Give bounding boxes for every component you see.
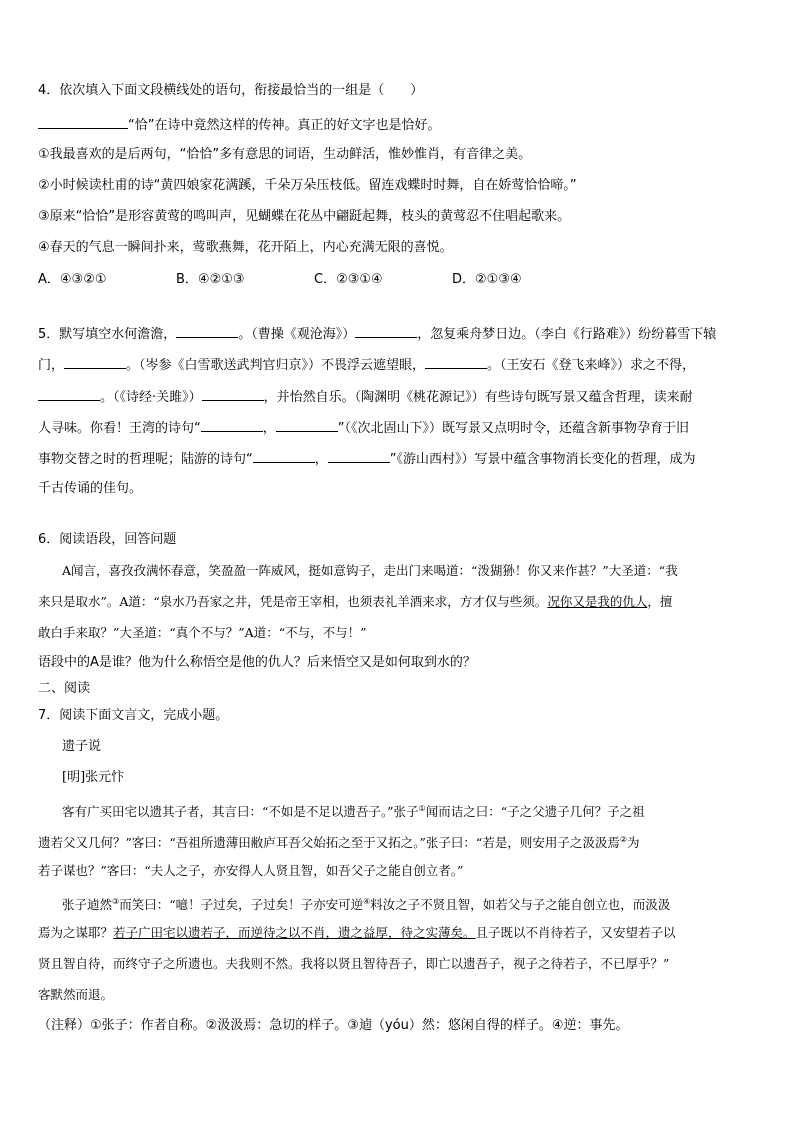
- underlined-sentence: 若子广田宅以遗若子，而逆待之以不肖，遗之益厚，待之实薄矣。: [113, 925, 476, 940]
- q4-stem: 4．依次填入下面文段横线处的语句，衔接最恰当的一组是（ ）: [38, 83, 424, 98]
- q5-line-6: 千古传诵的佳句。: [38, 481, 143, 496]
- option-d[interactable]: D．②①③④: [452, 272, 522, 287]
- answer-blank[interactable]: [201, 419, 263, 432]
- essay-line-1: 客有广买田宅以遗其子者，其言曰：“不如是不足以遗吾子。”张子①闻而诘之曰：“子之父遗子几何？子之祖: [62, 804, 645, 820]
- answer-blank[interactable]: [38, 116, 128, 129]
- q6-question: 语段中的A是谁？他为什么称悟空是他的仇人？后来悟空又是如何取到水的？: [38, 655, 476, 670]
- essay-line-3: 若子谋也？”客曰：“夫人之子，亦安得人人贤且智，如吾父子之能自创立者。”: [38, 863, 464, 878]
- section-heading: 二、阅读: [38, 681, 91, 696]
- answer-blank[interactable]: [202, 388, 264, 401]
- essay-line-2: 遗若父又几何？”客曰：“吾祖所遗薄田敝庐耳吾父始拓之至于又拓之。”张子曰：“若是，则安用子之汲汲焉②为: [38, 835, 640, 851]
- q4-sentence-4: ④春天的气息一瞬间扑来，莺歌燕舞，花开陌上，内心充满无限的喜悦。: [38, 240, 453, 255]
- answer-blank[interactable]: [64, 356, 126, 369]
- q7-title: 7．阅读下面文言文，完成小题。: [38, 708, 229, 723]
- q5-line-2: 门， 。（岑参《白雪歌送武判官归京》）不畏浮云遮望眼， 。（王安石《登飞来峰》）求之不得，: [38, 358, 696, 373]
- q4-options: [38, 272, 522, 288]
- essay-line-5: 焉为之谋耶？若子广田宅以遗若子，而逆待之以不肖，遗之益厚，待之实薄矣。且子既以不肖待若子，又安望若子以: [38, 925, 676, 940]
- essay-title: 遗子说: [62, 739, 102, 754]
- answer-blank[interactable]: [253, 450, 315, 463]
- q6-passage-line-2: 来只是取水”。A道：“泉水乃吾家之井，凭是帝王宰相，也须表礼羊酒来求，方才仅与些须。况你又是我的仇人，擅: [38, 594, 673, 609]
- essay-line-4: 张子逌然③而笑曰：“噫！子过矣，子过矣！子亦安可逆④料汝之子不贤且智，如若父与子之能自创立也，而汲汲: [62, 897, 671, 913]
- answer-blank[interactable]: [328, 450, 390, 463]
- q6-title: 6．阅读语段，回答问题: [38, 532, 177, 547]
- answer-blank[interactable]: [176, 325, 238, 338]
- answer-blank[interactable]: [425, 356, 487, 369]
- essay-line-7: 客默然而退。: [38, 987, 114, 1002]
- answer-blank[interactable]: [38, 388, 100, 401]
- option-b[interactable]: B．④②①③: [176, 272, 245, 287]
- essay-line-6: 贤且智自待，而终守子之所遗也。夫我则不然。我将以贤且智待吾子，即亡以遗吾子，视子之待若子，不已厚乎？”: [38, 956, 670, 971]
- q6-passage-line-1: A闻言，喜孜孜满怀春意，笑盈盈一阵威风，挺如意钩子，走出门来喝道：“泼猢狲！你又来作甚？”大圣道：“我: [62, 563, 678, 578]
- q4-lead: “恰”在诗中竟然这样的传神。真正的好文字也是恰好。: [38, 116, 440, 134]
- answer-blank[interactable]: [355, 325, 417, 338]
- q6-passage-line-3: 敢白手来取？”大圣道：“真个不与？”A道：“不与，不与！”: [38, 625, 367, 640]
- answer-blank[interactable]: [276, 419, 338, 432]
- underlined-phrase: 况你又是我的仇人: [547, 594, 648, 609]
- option-a[interactable]: A．④③②①: [38, 272, 107, 287]
- q4-sentence-3: ③原来“恰恰”是形容黄莺的鸣叫声，见蝴蝶在花丛中翩跹起舞，枝头的黄莺忍不住唱起歌来。: [38, 209, 571, 224]
- q5-line-1: 5．默写填空水何澹澹， 。（曹操《观沧海》） ，忽复乘舟梦日边。（李白《行路难》）纷纷暮雪下辕: [38, 327, 717, 342]
- q5-line-3: 。（《诗经·关雎》） ，并怡然自乐。（陶渊明《桃花源记》）有些诗句既写景又蕴含哲理，读来耐: [38, 388, 693, 406]
- essay-notes: （注释）①张子：作者自称。②汲汲焉：急切的样子。③逌（yóu）然：悠闲自得的样子。④逆：事先。: [38, 1018, 629, 1033]
- q5-line-5: 事物交替之时的哲理呢；陆游的诗句“ ， ”《游山西村》）写景中蕴含事物消长变化的哲理，成为: [38, 452, 696, 467]
- option-c[interactable]: C．②③①④: [314, 272, 383, 287]
- q4-sentence-2: ②小时候读杜甫的诗“黄四娘家花满蹊，千朵万朵压枝低。留连戏蝶时时舞，自在娇莺恰恰啼。”: [38, 178, 577, 193]
- essay-author: [明]张元忭: [62, 770, 125, 785]
- q4-sentence-1: ①我最喜欢的是后两句，“恰恰”多有意思的词语，生动鲜活，惟妙惟肖，有音律之美。: [38, 147, 532, 162]
- q5-line-4: 人寻味。你看！王湾的诗句“ ， ”（《次北固山下》）既写景又点明时令，还蕴含新事物孕育于旧: [38, 421, 690, 436]
